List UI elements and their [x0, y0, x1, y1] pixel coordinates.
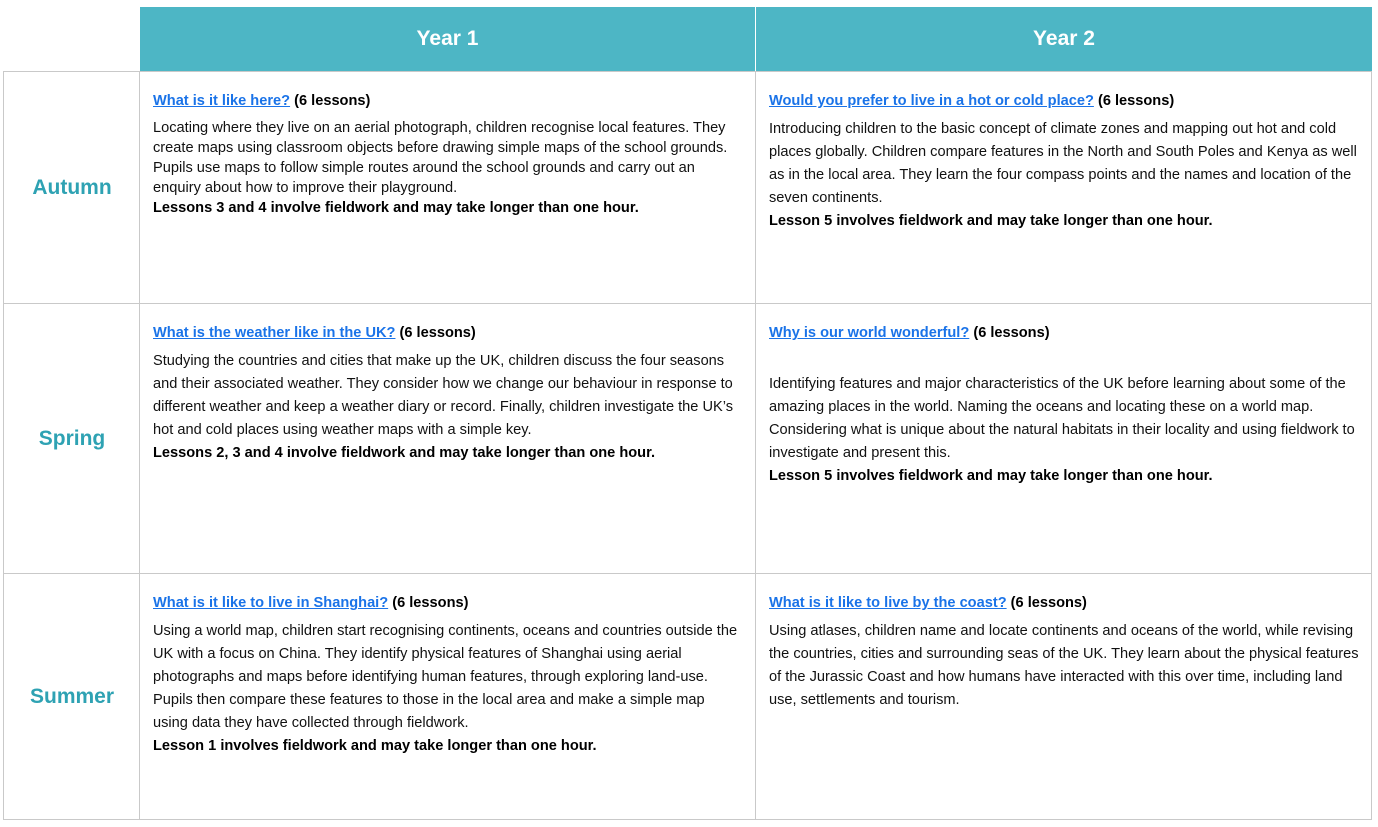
- spring-year1-cell: [139, 303, 756, 574]
- season-summer: Summer: [3, 573, 140, 820]
- topic-link[interactable]: What is the weather like in the UK?: [153, 325, 396, 341]
- header-year-2: Year 2: [756, 7, 1372, 71]
- lesson-count: (6 lessons): [392, 595, 469, 611]
- spring-year2-cell: [755, 303, 1372, 574]
- fieldwork-note: Lesson 1 involves fieldwork and may take longer than one hour.: [153, 738, 597, 754]
- fieldwork-note: Lessons 3 and 4 involve fieldwork and may take longer than one hour.: [153, 200, 639, 216]
- topic-title-line: [153, 323, 743, 343]
- lesson-count: (6 lessons): [973, 325, 1050, 341]
- topic-link[interactable]: Why is our world wonderful?: [769, 325, 970, 341]
- topic-title-line: [769, 91, 1359, 111]
- topic-link[interactable]: What is it like to live by the coast?: [769, 595, 1007, 611]
- fieldwork-note: Lesson 5 involves fieldwork and may take longer than one hour.: [769, 468, 1213, 484]
- topic-title-line: [769, 593, 1359, 613]
- summer-year1-cell: [139, 573, 756, 820]
- topic-link[interactable]: Would you prefer to live in a hot or cold place?: [769, 93, 1094, 109]
- season-spring: Spring: [3, 303, 140, 574]
- topic-description: Identifying features and major characteristics of the UK before learning about some of the amazing places in the world. Naming the oceans and locating these on a world map. Considering what is unique about the natural habitats in their locality and using fieldwork to investigate and present this.: [769, 376, 1355, 461]
- autumn-year1-cell: [139, 71, 756, 304]
- topic-description: Using atlases, children name and locate continents and oceans of the world, while revising the countries, cities and surrounding seas of the UK. They learn about the physical features of the Jurassic Coast and how humans have interacted with this over time, including land use, settlements and tourism.: [769, 623, 1359, 708]
- fieldwork-note: Lesson 5 involves fieldwork and may take longer than one hour.: [769, 213, 1213, 229]
- summer-year2-cell: [755, 573, 1372, 820]
- lesson-count: (6 lessons): [1097, 93, 1175, 109]
- topic-description: Using a world map, children start recognising continents, oceans and countries outside the UK with a focus on China. They identify physical features of Shanghai using aerial photographs and maps before identifying human features, through exploring land-use. Pupils then compare these features to those in the local area and make a simple map using data they have collected through fieldwork.: [153, 623, 738, 731]
- header-year-1: Year 1: [140, 7, 756, 71]
- topic-title-line: [153, 593, 743, 613]
- topic-description: Locating where they live on an aerial photograph, children recognise local features. They create maps using classroom objects before drawing simple maps of the school grounds. Pupils use maps to follow simple routes around the school grounds and carry out an enquiry about how to improve their playground.: [153, 120, 728, 196]
- topic-link[interactable]: What is it like to live in Shanghai?: [153, 595, 389, 611]
- lesson-count: (6 lessons): [1010, 595, 1087, 611]
- lesson-count: (6 lessons): [294, 93, 371, 109]
- fieldwork-note: Lessons 2, 3 and 4 involve fieldwork and may take longer than one hour.: [153, 445, 655, 461]
- lesson-count: (6 lessons): [399, 325, 476, 341]
- topic-description: Introducing children to the basic concept of climate zones and mapping out hot and cold places globally. Children compare features in the North and South Poles and Kenya as well as in the local area. They learn the four compass points and the names and location of the seven continents.: [769, 121, 1357, 206]
- topic-description: Studying the countries and cities that make up the UK, children discuss the four seasons and their associated weather. They consider how we change our behaviour in response to different weather and keep a weather diary or record. Finally, children investigate the UK’s hot and cold places using weather maps with a simple key.: [153, 353, 734, 438]
- season-autumn: Autumn: [3, 71, 140, 304]
- topic-link[interactable]: What is it like here?: [153, 93, 291, 109]
- topic-title-line: [769, 323, 1359, 343]
- topic-title-line: [153, 91, 743, 111]
- autumn-year2-cell: [755, 71, 1372, 304]
- blank-line: [769, 350, 1359, 373]
